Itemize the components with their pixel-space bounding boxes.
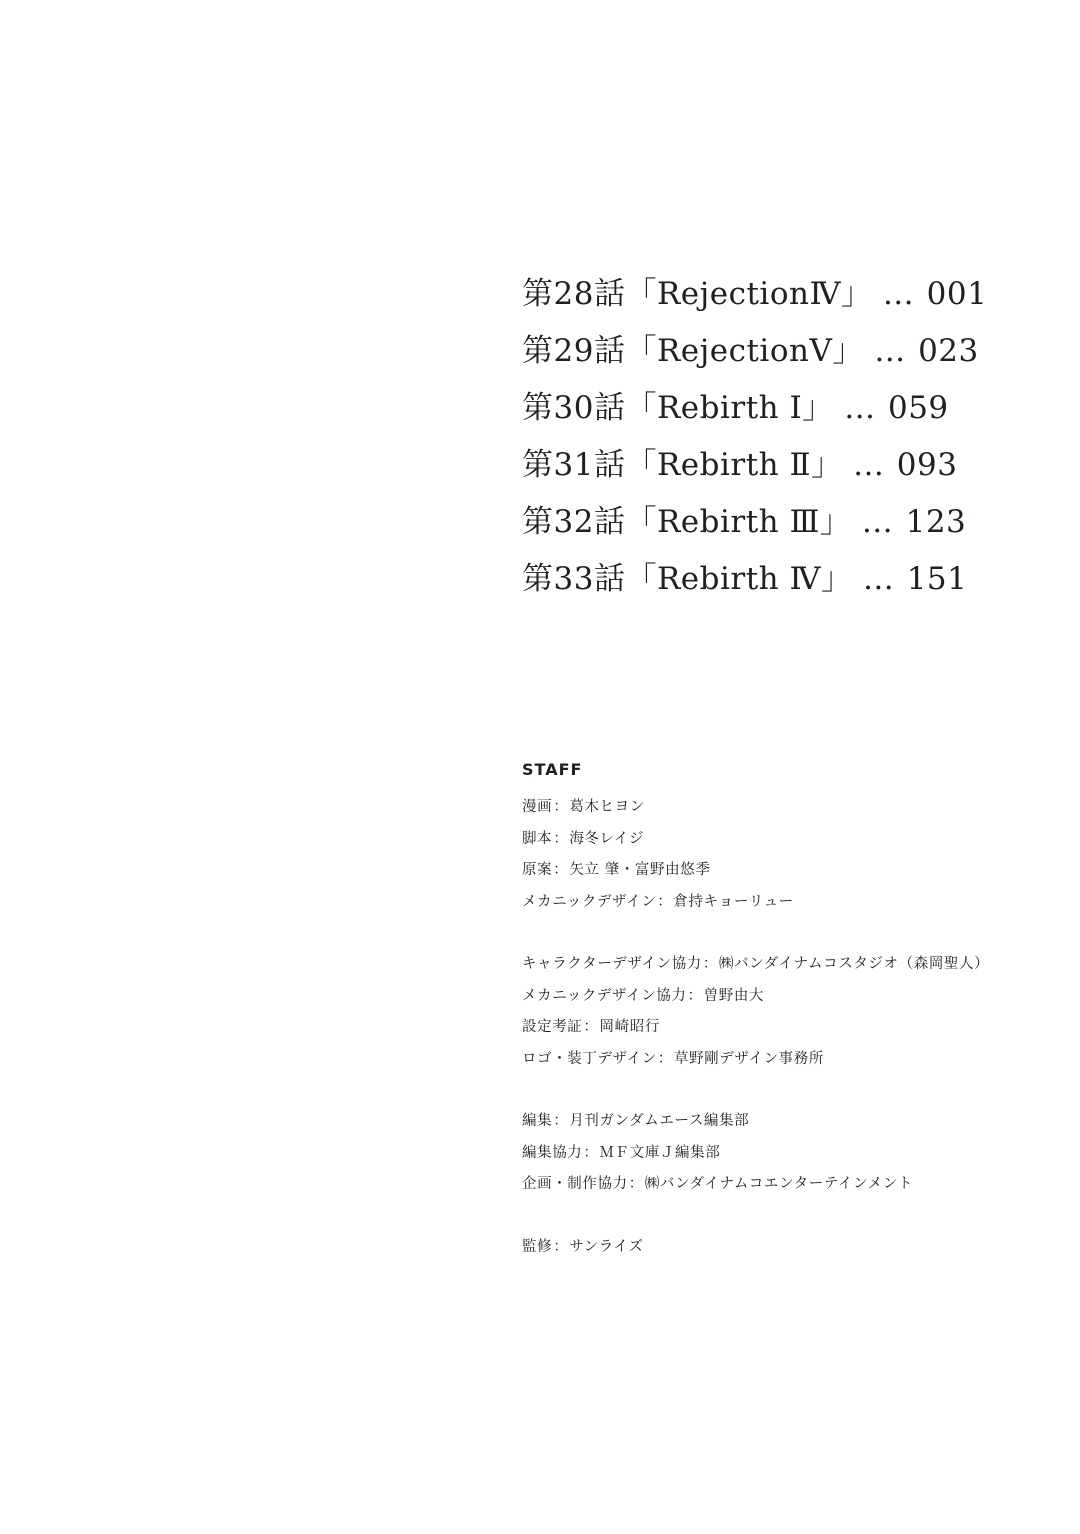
- chapter-title: 「Rebirth Ⅰ」: [625, 390, 834, 426]
- credit-separator: ：: [553, 1113, 569, 1129]
- credit-line: [522, 1106, 1062, 1138]
- credit-line: [522, 1012, 1062, 1044]
- credit-separator: ：: [628, 1176, 644, 1192]
- credit-name: 曽野由大: [703, 987, 765, 1004]
- credit-separator: ：: [553, 862, 569, 878]
- credit-name: 草野剛デザイン事務所: [674, 1050, 824, 1067]
- credit-separator: ：: [553, 1238, 569, 1255]
- chapter-title: 「RejectionⅣ」: [625, 276, 873, 312]
- table-of-contents: [522, 268, 1042, 610]
- leader-dots: …: [861, 504, 894, 540]
- chapter-title: 「Rebirth Ⅲ」: [625, 504, 852, 540]
- credit-group: [522, 949, 1062, 1075]
- chapter-title: 「RejectionⅤ」: [625, 333, 864, 369]
- credit-name: 矢立 肇・富野由悠季: [569, 862, 711, 878]
- leader-dots: …: [862, 561, 895, 597]
- credit-name: 倉持キョーリュー: [673, 893, 794, 910]
- credit-separator: ：: [553, 799, 569, 815]
- leader-dots: …: [844, 390, 876, 426]
- credit-name: サンライズ: [569, 1238, 644, 1255]
- credit-separator: ：: [687, 987, 703, 1004]
- credit-role: 漫画: [522, 799, 553, 815]
- chapter-number: 第28話: [522, 276, 626, 312]
- credit-line: [522, 1169, 1062, 1201]
- toc-entry[interactable]: [522, 439, 1042, 496]
- chapter-number: 第29話: [522, 333, 626, 369]
- credit-line: [522, 1232, 1062, 1264]
- toc-entry[interactable]: [522, 325, 1042, 382]
- credit-role: 原案: [522, 862, 553, 878]
- credit-role: 設定考証: [522, 1019, 583, 1035]
- chapter-number: 第30話: [522, 390, 626, 426]
- credit-role: ロゴ・装丁デザイン: [522, 1050, 657, 1067]
- credit-separator: ：: [553, 830, 569, 847]
- credit-group: [522, 1232, 1062, 1264]
- credit-role: 監修: [522, 1238, 553, 1255]
- credit-role: 企画・制作協力: [522, 1176, 628, 1192]
- page-number: 023: [918, 333, 979, 369]
- credit-name: 月刊ガンダムエース編集部: [569, 1113, 750, 1129]
- credit-role: キャラクターデザイン協力: [522, 956, 702, 972]
- chapter-number: 第32話: [522, 504, 626, 540]
- leader-dots: …: [882, 276, 915, 312]
- chapter-title: 「Rebirth Ⅳ」: [625, 561, 853, 597]
- toc-entry[interactable]: [522, 553, 1042, 610]
- credit-name: 岡崎昭行: [599, 1019, 660, 1035]
- credit-line: [522, 887, 1062, 919]
- leader-dots: …: [852, 447, 885, 483]
- credit-line: [522, 792, 1062, 824]
- credit-line: [522, 1044, 1062, 1076]
- staff-heading: STAFF: [522, 760, 583, 779]
- credit-name: ㈱バンダイナムコスタジオ（森岡聖人）: [719, 956, 990, 972]
- chapter-number: 第31話: [522, 447, 626, 483]
- page-number: 093: [896, 447, 958, 483]
- credit-group: [522, 792, 1062, 918]
- credit-separator: ：: [657, 893, 673, 910]
- credit-name: 海冬レイジ: [569, 830, 645, 847]
- credit-name: ㈱バンダイナムコエンターテインメント: [644, 1176, 913, 1192]
- chapter-number: 第33話: [522, 561, 626, 597]
- staff-credits: [522, 758, 1062, 1294]
- credit-line: [522, 949, 1062, 981]
- credit-line: [522, 824, 1062, 856]
- credit-line: [522, 981, 1062, 1013]
- credit-separator: ：: [702, 956, 719, 972]
- credit-name: ＭＦ文庫Ｊ編集部: [599, 1144, 721, 1161]
- credit-role: メカニックデザイン: [522, 893, 657, 910]
- credit-separator: ：: [583, 1144, 599, 1161]
- credit-role: 編集協力: [522, 1144, 583, 1161]
- credit-separator: ：: [657, 1050, 673, 1067]
- chapter-title: 「Rebirth Ⅱ」: [625, 447, 843, 483]
- page-number: 123: [905, 504, 967, 540]
- credit-role: メカニックデザイン協力: [522, 987, 687, 1004]
- credit-group: [522, 1106, 1062, 1201]
- credit-line: [522, 1138, 1062, 1170]
- page-number: 059: [887, 390, 949, 426]
- credit-line: [522, 855, 1062, 887]
- toc-entry[interactable]: [522, 382, 1042, 439]
- leader-dots: …: [874, 333, 906, 369]
- credit-role: 脚本: [522, 830, 553, 847]
- page-number: 001: [926, 276, 988, 312]
- page-number: 151: [906, 561, 968, 597]
- toc-entry[interactable]: [522, 496, 1042, 553]
- toc-entry[interactable]: [522, 268, 1042, 325]
- credit-separator: ：: [583, 1019, 599, 1035]
- credit-name: 葛木ヒヨン: [569, 799, 645, 815]
- credit-role: 編集: [522, 1113, 553, 1129]
